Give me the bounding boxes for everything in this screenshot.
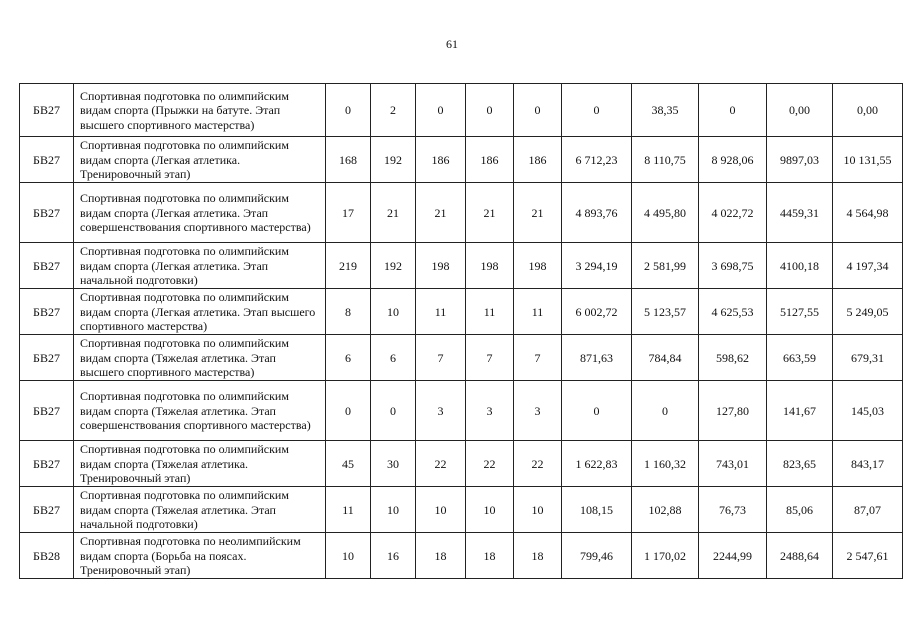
row-value-col-1: 11 [326,487,371,533]
row-value-col-3: 0 [416,84,466,137]
table-row [20,137,903,183]
row-value-col-10: 5 249,05 [833,289,903,335]
row-value-col-10: 4 197,34 [833,243,903,289]
row-value-col-7: 5 123,57 [632,289,699,335]
row-value-col-2: 2 [371,84,416,137]
row-value-col-8: 127,80 [699,381,767,441]
table-row [20,441,903,487]
row-value-col-2: 30 [371,441,416,487]
row-value-col-1: 0 [326,84,371,137]
row-value-col-9: 85,06 [767,487,833,533]
row-value-col-4: 11 [466,289,514,335]
row-value-col-7: 102,88 [632,487,699,533]
row-value-col-5: 11 [514,289,562,335]
row-value-col-6: 1 622,83 [562,441,632,487]
table-row [20,335,903,381]
table-row [20,289,903,335]
row-description: Спортивная подготовка по олимпийским видам спорта (Легкая атлетика. Этап высшего спортивного мастерства) [74,289,326,335]
row-value-col-4: 21 [466,183,514,243]
row-value-col-5: 18 [514,533,562,579]
table-row [20,84,903,137]
row-value-col-8: 598,62 [699,335,767,381]
row-value-col-3: 7 [416,335,466,381]
row-value-col-9: 4459,31 [767,183,833,243]
row-value-col-3: 186 [416,137,466,183]
row-value-col-4: 0 [466,84,514,137]
row-value-col-6: 799,46 [562,533,632,579]
row-code: БВ27 [20,183,74,243]
row-value-col-2: 192 [371,243,416,289]
row-value-col-3: 11 [416,289,466,335]
row-value-col-8: 4 625,53 [699,289,767,335]
row-description: Спортивная подготовка по олимпийским видам спорта (Легкая атлетика. Этап совершенствования спортивного мастерства) [74,183,326,243]
row-value-col-10: 679,31 [833,335,903,381]
row-value-col-9: 4100,18 [767,243,833,289]
row-value-col-6: 108,15 [562,487,632,533]
row-value-col-10: 2 547,61 [833,533,903,579]
row-value-col-10: 843,17 [833,441,903,487]
row-code: БВ27 [20,289,74,335]
row-value-col-3: 3 [416,381,466,441]
row-value-col-1: 17 [326,183,371,243]
row-value-col-3: 10 [416,487,466,533]
row-value-col-3: 18 [416,533,466,579]
row-value-col-3: 198 [416,243,466,289]
row-value-col-9: 0,00 [767,84,833,137]
row-code: БВ27 [20,381,74,441]
row-value-col-2: 10 [371,289,416,335]
row-value-col-6: 6 002,72 [562,289,632,335]
row-code: БВ27 [20,243,74,289]
row-value-col-7: 1 160,32 [632,441,699,487]
row-value-col-9: 2488,64 [767,533,833,579]
row-value-col-6: 3 294,19 [562,243,632,289]
row-value-col-5: 198 [514,243,562,289]
row-value-col-4: 18 [466,533,514,579]
row-value-col-6: 871,63 [562,335,632,381]
table-row [20,243,903,289]
table-row [20,381,903,441]
data-table [19,83,903,579]
row-value-col-8: 76,73 [699,487,767,533]
row-value-col-10: 0,00 [833,84,903,137]
row-value-col-1: 8 [326,289,371,335]
row-code: БВ27 [20,441,74,487]
row-value-col-5: 7 [514,335,562,381]
row-description: Спортивная подготовка по олимпийским видам спорта (Тяжелая атлетика. Тренировочный этап) [74,441,326,487]
row-value-col-8: 3 698,75 [699,243,767,289]
row-value-col-3: 21 [416,183,466,243]
row-value-col-5: 22 [514,441,562,487]
row-value-col-2: 10 [371,487,416,533]
row-value-col-8: 4 022,72 [699,183,767,243]
row-value-col-8: 8 928,06 [699,137,767,183]
row-value-col-10: 87,07 [833,487,903,533]
row-description: Спортивная подготовка по неолимпийским видам спорта (Борьба на поясах. Тренировочный этап) [74,533,326,579]
row-value-col-1: 10 [326,533,371,579]
row-value-col-9: 823,65 [767,441,833,487]
row-value-col-7: 2 581,99 [632,243,699,289]
row-value-col-7: 784,84 [632,335,699,381]
row-value-col-7: 1 170,02 [632,533,699,579]
row-value-col-10: 10 131,55 [833,137,903,183]
row-value-col-7: 4 495,80 [632,183,699,243]
row-value-col-6: 0 [562,84,632,137]
row-value-col-4: 198 [466,243,514,289]
row-description: Спортивная подготовка по олимпийским видам спорта (Легкая атлетика. Тренировочный этап) [74,137,326,183]
row-value-col-5: 0 [514,84,562,137]
row-value-col-9: 663,59 [767,335,833,381]
row-value-col-8: 743,01 [699,441,767,487]
row-description: Спортивная подготовка по олимпийским видам спорта (Тяжелая атлетика. Этап высшего спортивного мастерства) [74,335,326,381]
row-value-col-6: 6 712,23 [562,137,632,183]
row-code: БВ28 [20,533,74,579]
row-description: Спортивная подготовка по олимпийским видам спорта (Легкая атлетика. Этап начальной подготовки) [74,243,326,289]
row-description: Спортивная подготовка по олимпийским видам спорта (Тяжелая атлетика. Этап начальной подготовки) [74,487,326,533]
row-value-col-4: 22 [466,441,514,487]
row-description: Спортивная подготовка по олимпийским видам спорта (Прыжки на батуте. Этап высшего спортивного мастерства) [74,84,326,137]
row-value-col-4: 7 [466,335,514,381]
row-value-col-7: 38,35 [632,84,699,137]
row-value-col-5: 10 [514,487,562,533]
row-value-col-9: 5127,55 [767,289,833,335]
row-code: БВ27 [20,137,74,183]
row-value-col-8: 0 [699,84,767,137]
row-value-col-1: 168 [326,137,371,183]
row-value-col-2: 192 [371,137,416,183]
row-value-col-8: 2244,99 [699,533,767,579]
table-row [20,487,903,533]
row-value-col-2: 6 [371,335,416,381]
row-value-col-5: 3 [514,381,562,441]
row-value-col-4: 10 [466,487,514,533]
row-value-col-2: 0 [371,381,416,441]
row-value-col-1: 6 [326,335,371,381]
row-value-col-6: 4 893,76 [562,183,632,243]
row-value-col-4: 3 [466,381,514,441]
row-value-col-3: 22 [416,441,466,487]
page-number: 61 [446,37,458,51]
row-value-col-5: 21 [514,183,562,243]
row-description: Спортивная подготовка по олимпийским видам спорта (Тяжелая атлетика. Этап совершенствования спортивного мастерства) [74,381,326,441]
table-body [20,84,903,579]
row-value-col-2: 21 [371,183,416,243]
row-value-col-1: 0 [326,381,371,441]
row-value-col-2: 16 [371,533,416,579]
row-value-col-6: 0 [562,381,632,441]
row-code: БВ27 [20,335,74,381]
row-value-col-7: 8 110,75 [632,137,699,183]
row-value-col-10: 145,03 [833,381,903,441]
row-value-col-5: 186 [514,137,562,183]
table-row [20,183,903,243]
row-code: БВ27 [20,487,74,533]
row-value-col-1: 45 [326,441,371,487]
row-value-col-7: 0 [632,381,699,441]
row-value-col-10: 4 564,98 [833,183,903,243]
row-value-col-4: 186 [466,137,514,183]
row-code: БВ27 [20,84,74,137]
row-value-col-9: 9897,03 [767,137,833,183]
row-value-col-9: 141,67 [767,381,833,441]
row-value-col-1: 219 [326,243,371,289]
table-row [20,533,903,579]
